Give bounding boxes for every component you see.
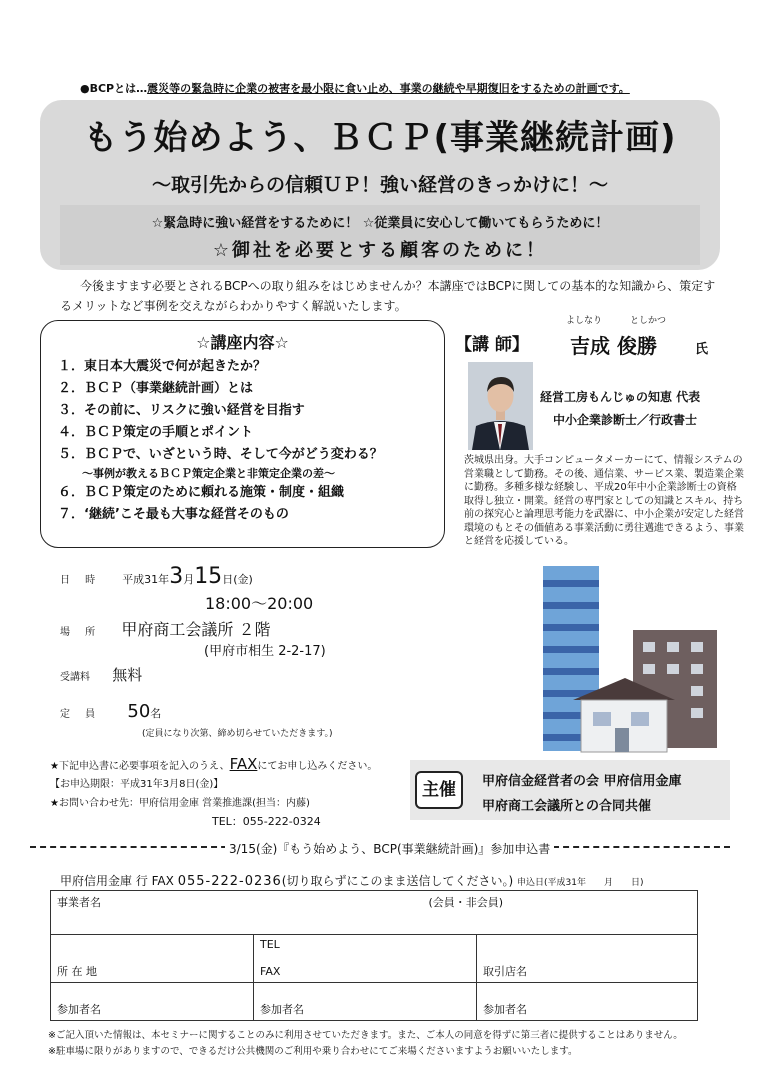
fax-number: 055-222-0236 bbox=[177, 874, 282, 889]
course-item: ３．その前に、リスクに強い経営を目指す bbox=[58, 403, 305, 418]
form-title: 3/15(金)『もう始めよう、BCP(事業継続計画)』参加申込書 bbox=[225, 840, 554, 857]
venue-address: (甲府市相生 2-2-17) bbox=[204, 644, 326, 659]
participant-field-2[interactable]: 参加者名 bbox=[254, 983, 477, 1021]
fee-label: 受講料 bbox=[60, 672, 90, 683]
date-row bbox=[60, 564, 253, 589]
building-illustration bbox=[535, 560, 720, 755]
capacity-row bbox=[60, 701, 161, 722]
business-name-field[interactable]: 事業者名 (会員・非会員) bbox=[51, 891, 698, 935]
fax-line: 甲府信用金庫 行 FAX 055-222-0236(切り取らずにこのまま送信してください。) 申込日(平成31年 月 日) bbox=[60, 874, 644, 889]
contact-tel: TEL：055-222-0324 bbox=[212, 815, 321, 828]
day-unit: 日 bbox=[222, 573, 234, 586]
branch-field[interactable]: 取引店名 bbox=[477, 935, 698, 983]
course-item: ４．ＢＣＰ策定の手順とポイント bbox=[58, 425, 254, 440]
capacity-label: 定 員 bbox=[60, 709, 102, 720]
tagline-2: ☆御社を必要とする顧客のために！ bbox=[212, 240, 548, 261]
tel-label: TEL bbox=[260, 938, 280, 951]
course-item: １．東日本大震災で何が起きたか？ bbox=[58, 359, 267, 374]
course-item: ６．ＢＣＰ策定のために頼れる施策・制度・組織 bbox=[58, 485, 345, 500]
lecturer-qualification: 中小企業診断士／行政書士 bbox=[553, 413, 698, 427]
apply-instruction: ★下記申込書に必要事項を記入のうえ、FAXにてお申し込みください。 bbox=[50, 755, 378, 773]
lecturer-photo bbox=[468, 362, 533, 450]
event-time: 18:00～20:00 bbox=[205, 594, 314, 613]
fee-value: 無料 bbox=[112, 666, 143, 684]
bcp-definition-note: ●BCPとは…震災等の緊急時に企業の被害を最小限に食い止め、事業の継続や早期復旧をするための計画です。 bbox=[80, 82, 630, 95]
apply-deadline: 【お申込期限：平成31年3月8日(金)】 bbox=[50, 779, 224, 790]
date-day: 15 bbox=[194, 564, 223, 589]
capacity-unit: 名 bbox=[150, 707, 162, 720]
page-subtitle: ～取引先からの信頼ＵＰ！強い経営のきっかけに！～ bbox=[151, 174, 608, 196]
course-item: ７．‘継続’こそ最も大事な経営そのもの bbox=[58, 507, 289, 522]
parking-note: ※駐車場に限りがありますので、できるだけ公共機関のご利用や乗り合わせにてご来場くださいますようお願いいたします。 bbox=[48, 1046, 578, 1057]
course-item-sub: ～事例が教えるＢＣＰ策定企業と非策定企業の差～ bbox=[82, 467, 335, 480]
contact-info: ★お問い合わせ先：甲府信用金庫 営業推進課(担当：内藤) bbox=[50, 798, 310, 809]
tagline-1: ☆緊急時に強い経営をするために！ ☆従業員に安心して働いてもらうために！ bbox=[151, 216, 609, 231]
sponsor-line-2: 甲府商工会議所との合同共催 bbox=[482, 799, 652, 814]
lecturer-bio: 茨城県出身。大手コンピュータメーカーにて、情報システムの営業職として勤務。その後、通信業、サービス業、製造業企業に勤務。多種多様な経験し、平成20年中小企業診断士の資格取得し独立・開業。経営の専門家としての知識とスキル、持ち前の探究心と論理思考能力を武器に、中小企業が安定した経営環境のもとその価値ある事業活動に勇往邁進できるよう、事業と経営を応援している。 bbox=[464, 455, 744, 547]
date-label: 日 時 bbox=[60, 575, 102, 586]
month-unit: 月 bbox=[183, 573, 195, 586]
participant-field-3[interactable]: 参加者名 bbox=[477, 983, 698, 1021]
tel-fax-field[interactable] bbox=[254, 935, 477, 983]
capacity-note: (定員になり次第、締め切らせていただきます。) bbox=[142, 729, 333, 739]
sponsor-line-1: 甲府信金経営者の会 甲府信用金庫 bbox=[482, 774, 682, 789]
apply-date: 申込日(平成31年 月 日) bbox=[517, 878, 644, 888]
privacy-note: ※ご記入頂いた情報は、本セミナーに関することのみに利用させていただきます。また、ご本人の同意を得ずに第三者に提供することはありません。 bbox=[48, 1030, 683, 1041]
course-item: ５．ＢＣＰで、いざという時、そして今がどう変わる？ bbox=[58, 447, 383, 462]
lecturer-ruby-given: としかつ bbox=[630, 316, 667, 326]
intro-text: 今後ますます必要とされるBCPへの取り組みをはじめませんか？本講座ではBCPに関しての基本的な知識から、策定するメリットなど事例を交えながらわかりやすく解説いたします。 bbox=[60, 279, 716, 313]
lecturer-label: 【講 師】 bbox=[455, 335, 529, 355]
venue-row bbox=[60, 617, 270, 640]
date-weekday: (金) bbox=[233, 573, 253, 586]
member-type: (会員・非会員) bbox=[428, 896, 504, 909]
application-form bbox=[50, 890, 698, 1021]
lecturer-ruby-family: よしなり bbox=[566, 316, 603, 326]
venue-value: 甲府商工会議所 ２階 bbox=[121, 620, 271, 639]
lecturer-name: 吉成 俊勝 bbox=[570, 334, 657, 358]
course-list bbox=[58, 356, 443, 526]
fee-row bbox=[60, 664, 142, 685]
date-era: 平成31年 bbox=[122, 573, 170, 586]
participant-field-1[interactable]: 参加者名 bbox=[51, 983, 254, 1021]
course-heading: ☆講座内容☆ bbox=[196, 333, 289, 352]
capacity-value: 50 bbox=[127, 701, 151, 722]
page-title: もう始めよう、ＢＣＰ(事業継続計画) bbox=[83, 118, 677, 158]
sponsor-badge: 主催 bbox=[415, 771, 463, 809]
lecturer-affiliation: 経営工房もんじゅの知恵 代表 bbox=[540, 390, 701, 404]
fax-label: FAX bbox=[260, 965, 281, 978]
date-month: 3 bbox=[169, 564, 184, 589]
venue-label: 場 所 bbox=[60, 627, 102, 638]
lecturer-honorific: 氏 bbox=[695, 342, 709, 357]
course-item: ２．ＢＣＰ（事業継続計画）とは bbox=[58, 381, 254, 396]
address-field[interactable]: 所 在 地 bbox=[51, 935, 254, 983]
